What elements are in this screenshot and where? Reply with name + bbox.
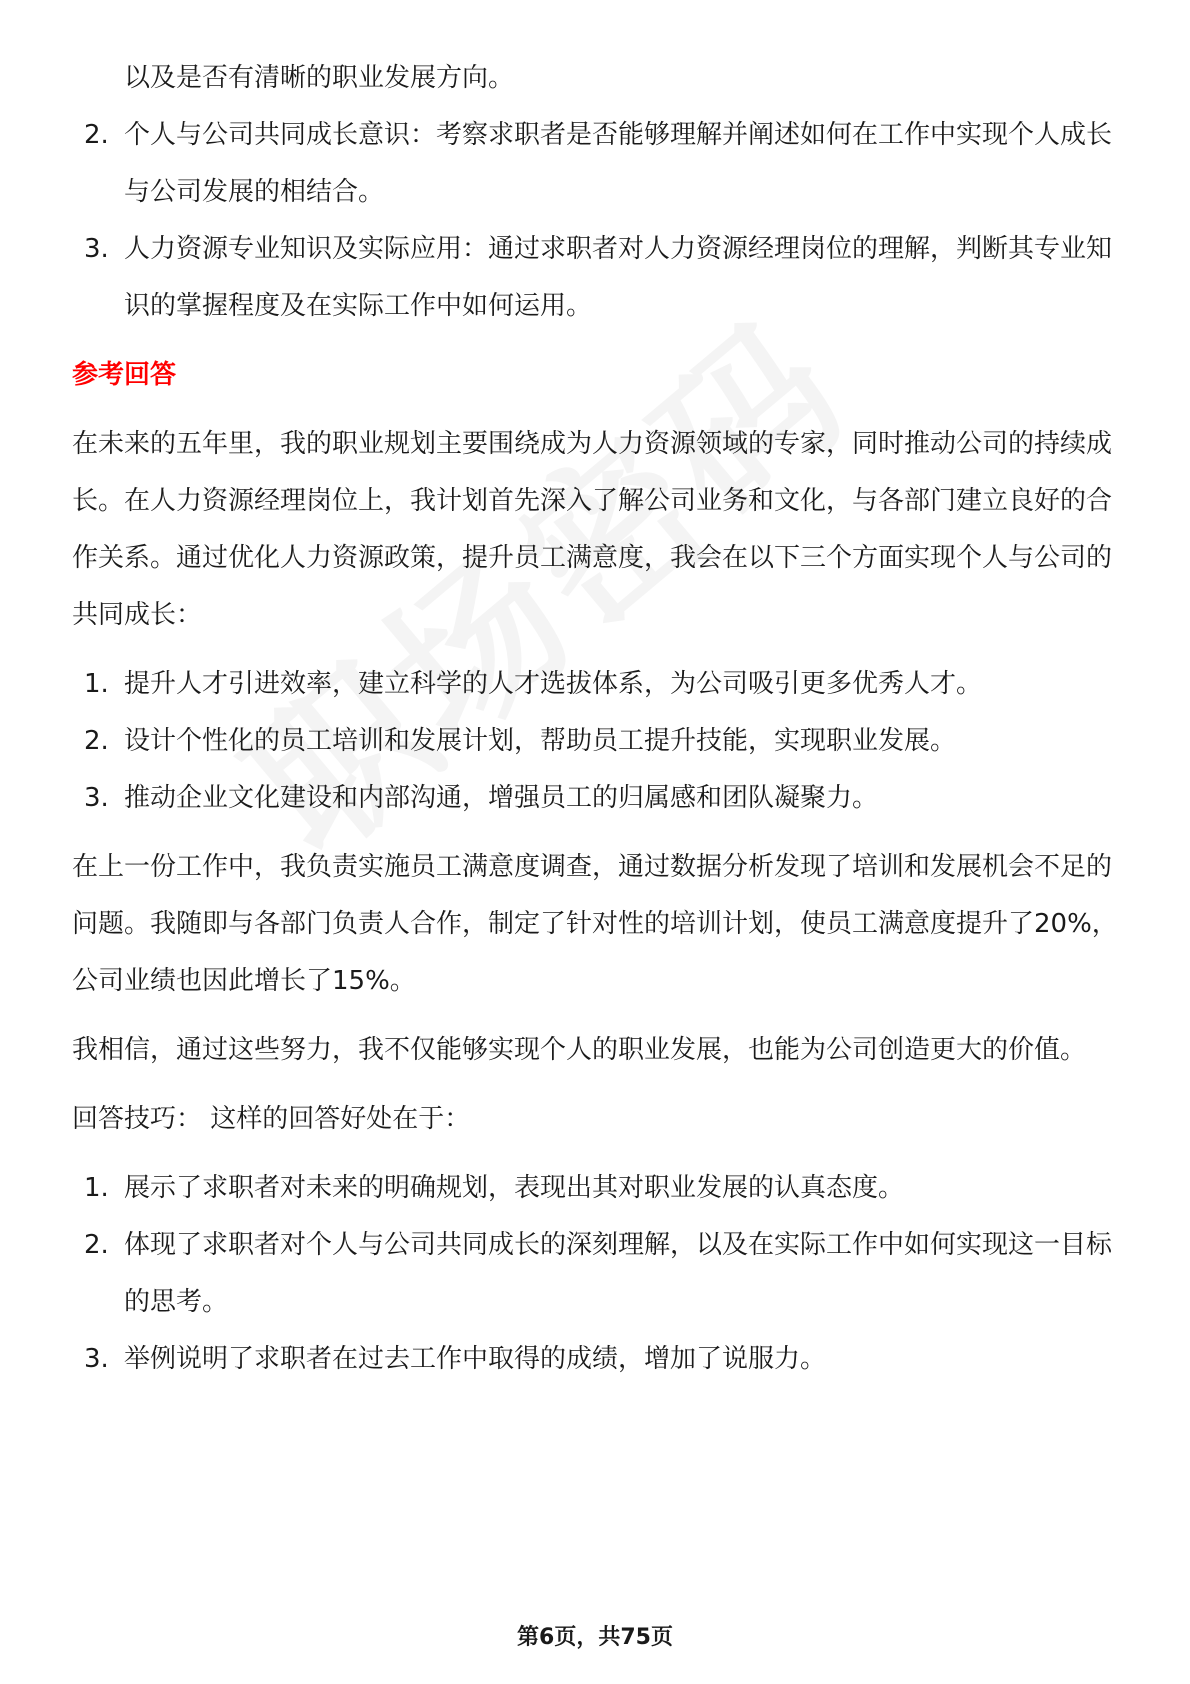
list-item-text: 体现了求职者对个人与公司共同成长的深刻理解，以及在实际工作中如何实现这一目标的思考。 [124, 1230, 1113, 1317]
section-heading: 参考回答 [72, 360, 177, 390]
list-item-text: 个人与公司共同成长意识：考察求职者是否能够理解并阐述如何在工作中实现个人成长与公司发展的相结合。 [124, 120, 1113, 207]
list-item [72, 107, 1122, 221]
list-number: 2. [84, 1230, 109, 1260]
document-body [72, 50, 1122, 1388]
tips-list [72, 1160, 1122, 1388]
page-footer: 第6页，共75页 [517, 1625, 673, 1650]
tips-heading: 回答技巧： 这样的回答好处在于： [72, 1104, 471, 1134]
list-item-text: 人力资源专业知识及实际应用：通过求职者对人力资源经理岗位的理解，判断其专业知识的掌握程度及在实际工作中如何运用。 [124, 234, 1113, 321]
list-item-text: 展示了求职者对未来的明确规划，表现出其对职业发展的认真态度。 [124, 1173, 905, 1203]
list-number: 2. [84, 726, 109, 756]
list-item-text: 举例说明了求职者在过去工作中取得的成绩，增加了说服力。 [124, 1344, 827, 1374]
list-number: 3. [84, 234, 109, 264]
list-item [72, 770, 1122, 827]
list-number: 1. [84, 1173, 109, 1203]
list-item [72, 1217, 1122, 1331]
list-item-text: 设计个性化的员工培训和发展计划，帮助员工提升技能，实现职业发展。 [124, 726, 957, 756]
list-number: 3. [84, 1344, 109, 1374]
list-item-text: 提升人才引进效率，建立科学的人才选拔体系，为公司吸引更多优秀人才。 [124, 669, 983, 699]
list-item [72, 1160, 1122, 1217]
list-item [72, 656, 1122, 713]
closing-paragraph: 我相信，通过这些努力，我不仅能够实现个人的职业发展，也能为公司创造更大的价值。 [72, 1035, 1087, 1065]
list-number: 3. [84, 783, 109, 813]
plan-list [72, 656, 1122, 827]
list-item-text: 推动企业文化建设和内部沟通，增强员工的归属感和团队凝聚力。 [124, 783, 879, 813]
list-item [72, 221, 1122, 335]
list-item [72, 1331, 1122, 1388]
answer-paragraph: 在未来的五年里，我的职业规划主要围绕成为人力资源领域的专家，同时推动公司的持续成长。在人力资源经理岗位上，我计划首先深入了解公司业务和文化，与各部门建立良好的合作关系。通过优化人力资源政策，提升员工满意度，我会在以下三个方面实现个人与公司的共同成长： [72, 429, 1113, 630]
list-item-continuation: 以及是否有清晰的职业发展方向。 [124, 63, 515, 93]
list-item [72, 713, 1122, 770]
criteria-list [72, 107, 1122, 335]
list-number: 1. [84, 669, 109, 699]
experience-paragraph: 在上一份工作中，我负责实施员工满意度调查，通过数据分析发现了培训和发展机会不足的问题。我随即与各部门负责人合作，制定了针对性的培训计划，使员工满意度提升了20%，公司业绩也因此增长了15%。 [72, 852, 1118, 996]
list-number: 2. [84, 120, 109, 150]
